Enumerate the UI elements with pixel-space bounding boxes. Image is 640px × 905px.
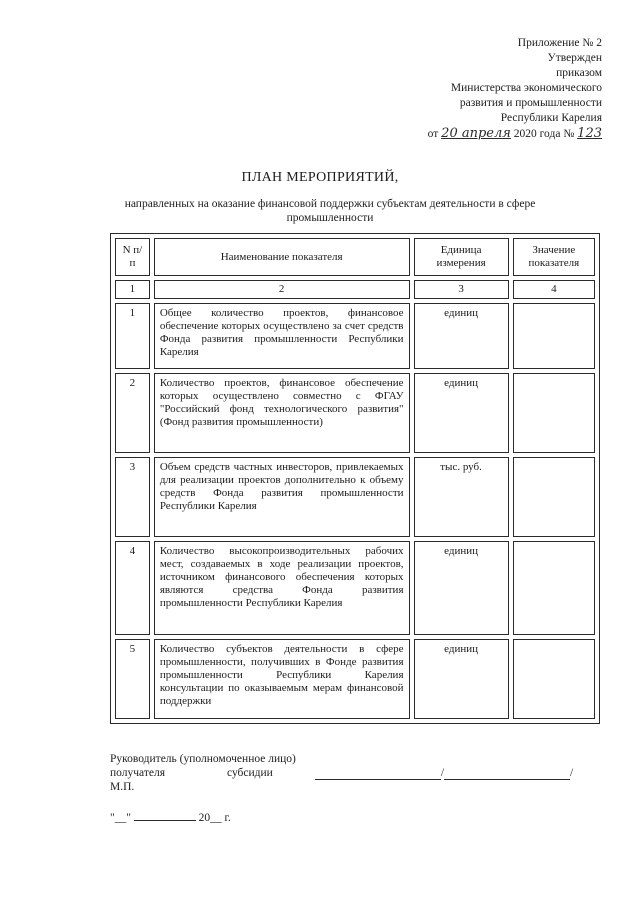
- row-name: Количество субъектов деятельности в сфере промышленности, получивших в Фонде развития промышленности Республики Карелия консультации по оказываемым мерам финансовой поддержки: [154, 639, 410, 719]
- row-unit: единиц: [414, 303, 509, 369]
- row-num: 5: [115, 639, 150, 719]
- row-name: Количество высокопроизводительных рабочих мест, создаваемых в ходе реализации проектов, источником финансового обеспечения которых являются средства Фонда развития промышленности Республики Карелия: [154, 541, 410, 635]
- row-value: [513, 373, 595, 453]
- recipient-label: получателя: [110, 767, 165, 779]
- date-line: [110, 808, 231, 824]
- row-num: 4: [115, 541, 150, 635]
- number-prefix: №: [563, 128, 575, 140]
- from-prefix: от: [427, 128, 439, 140]
- order-label: приказом: [556, 67, 602, 79]
- row-value: [513, 639, 595, 719]
- index-cell: 2: [154, 280, 410, 299]
- table-row: [115, 457, 595, 537]
- head-label: Руководитель (уполномоченное лицо): [110, 753, 296, 765]
- ministry-line-1: Министерства экономического: [450, 82, 602, 94]
- table-header-row: [115, 238, 595, 276]
- year-text: 2020 года: [513, 128, 561, 140]
- order-date-line: [428, 126, 602, 142]
- row-value: [513, 541, 595, 635]
- signature-block: [110, 752, 610, 794]
- appendix-label: Приложение № 2: [517, 37, 602, 49]
- document-title: ПЛАН МЕРОПРИЯТИЙ,: [241, 170, 399, 185]
- table-row: [115, 303, 595, 369]
- table-row: [115, 639, 595, 719]
- row-num: 2: [115, 373, 150, 453]
- plan-table: [110, 233, 600, 724]
- row-unit: тыс. руб.: [414, 457, 509, 537]
- index-cell: 1: [115, 280, 150, 299]
- header-value: Значение показателя: [513, 238, 595, 276]
- index-cell: 3: [414, 280, 509, 299]
- ministry-line-2: развития и промышленности: [459, 97, 602, 109]
- header-name: Наименование показателя: [154, 238, 410, 276]
- slash-separator: /: [570, 767, 574, 779]
- republic-line: Республики Карелия: [500, 112, 602, 124]
- name-blank[interactable]: [444, 767, 570, 780]
- date-year: 20__ г.: [198, 812, 231, 824]
- recipient-line: [110, 766, 610, 780]
- header-unit: Единица измерения: [414, 238, 509, 276]
- header-num: N п/п: [115, 238, 150, 276]
- row-name: Общее количество проектов, финансовое обеспечение которых осуществлено за счет средств Фонда развития промышленности Республики Карелия: [154, 303, 410, 369]
- row-name: Объем средств частных инвесторов, привлекаемых для реализации проектов дополнительно к объему средств Фонда развития промышленности Республики Карелия: [154, 457, 410, 537]
- row-value: [513, 303, 595, 369]
- table-row: [115, 541, 595, 635]
- index-cell: 4: [513, 280, 595, 299]
- signature-blank[interactable]: [315, 767, 441, 780]
- handwritten-number: 123: [577, 126, 602, 141]
- date-day: "__": [110, 812, 131, 824]
- row-name: Количество проектов, финансовое обеспечение которых осуществлено совместно с ФГАУ "Российский фонд технологического развития" (Фонд развития промышленности): [154, 373, 410, 453]
- table-index-row: [115, 280, 595, 299]
- row-num: 1: [115, 303, 150, 369]
- slash-separator: /: [440, 767, 445, 779]
- row-unit: единиц: [414, 639, 509, 719]
- handwritten-date: 20 апреля: [441, 126, 511, 141]
- subsidy-label: субсидии: [227, 767, 273, 779]
- document-subtitle: направленных на оказание финансовой поддержки субъектам деятельности в сфере промышленности: [124, 198, 536, 224]
- approval-block: [428, 36, 602, 142]
- stamp-label: М.П.: [110, 781, 135, 793]
- date-month-blank[interactable]: [134, 808, 196, 821]
- row-value: [513, 457, 595, 537]
- approved-label: Утвержден: [547, 52, 602, 64]
- row-unit: единиц: [414, 373, 509, 453]
- table-row: [115, 373, 595, 453]
- row-num: 3: [115, 457, 150, 537]
- row-unit: единиц: [414, 541, 509, 635]
